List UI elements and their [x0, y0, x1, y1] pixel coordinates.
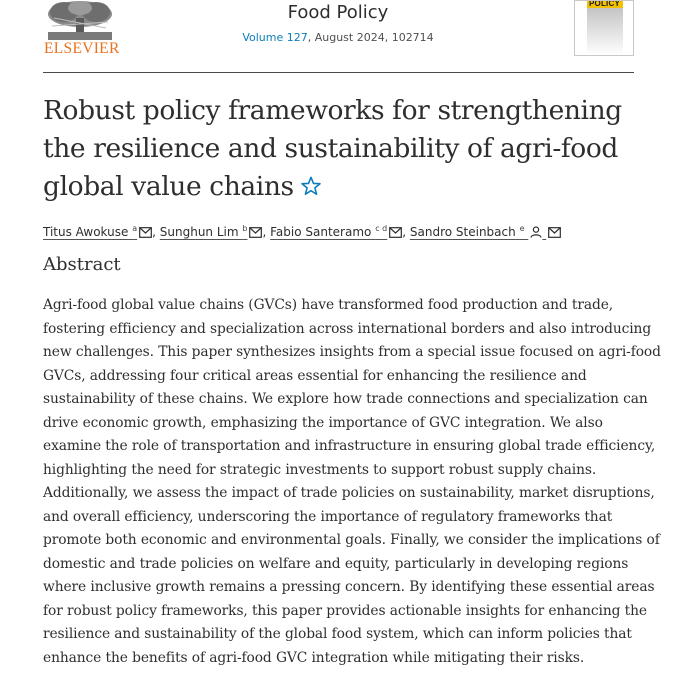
abstract-line: sustainability of these chains. We explore how trade connections and specialization can: [43, 391, 648, 407]
abstract-line: new challenges. This paper synthesizes insights from a special issue focused on agri-food: [43, 344, 661, 360]
author-separator: ,: [262, 225, 267, 239]
elsevier-tree-icon: [42, 0, 118, 42]
email-icon[interactable]: [139, 227, 152, 238]
email-icon[interactable]: [249, 227, 262, 238]
journal-title[interactable]: Food Policy: [287, 2, 389, 23]
author-link[interactable]: [270, 225, 402, 239]
affiliation-marker: c d: [375, 224, 388, 233]
article-title: [43, 92, 643, 206]
abstract-line: enhance the benefits of agri-food GVC integration while mitigating their risks.: [43, 649, 585, 666]
abstract-line: Agri-food global value chains (GVCs) have transformed food production and trade,: [43, 297, 614, 313]
volume-link[interactable]: Volume 127: [242, 31, 308, 44]
author-link[interactable]: [43, 225, 152, 239]
affiliation-marker: e: [519, 224, 525, 233]
author-list: [43, 224, 643, 239]
publisher-wordmark: ELSEVIER: [44, 40, 120, 57]
journal-issue-info: [170, 31, 506, 44]
email-icon[interactable]: [548, 227, 561, 238]
affiliation-marker: b: [242, 224, 248, 233]
author-link[interactable]: [160, 225, 263, 239]
author-separator: ,: [402, 225, 407, 239]
abstract-line: promote both economic and environmental goals. Finally, we consider the implications of: [43, 532, 660, 548]
abstract-line: GVCs, addressing four critical areas essential for enhancing the resilience and: [43, 367, 587, 384]
cover-image: [587, 8, 623, 55]
cover-title: POLICY: [589, 0, 620, 8]
email-icon[interactable]: [389, 227, 402, 238]
author-name: Sunghun Lim: [159, 225, 239, 239]
affiliation-marker: a: [132, 224, 138, 233]
author-name: Fabio Santeramo: [270, 225, 372, 239]
abstract-line: for robust policy frameworks, this paper provides actionable insights for enhancing the: [43, 602, 647, 619]
abstract-body: [43, 294, 661, 670]
abstract-line: where inclusive growth remains a pressing concern. By identifying these essential areas: [43, 579, 655, 595]
journal-cover-thumbnail[interactable]: [574, 0, 634, 56]
abstract-line: resilience and sustainability of the global food system, which can inform policies that: [43, 626, 632, 642]
abstract-line: fostering efficiency and specialization across international borders and also introducing: [43, 320, 652, 337]
journal-header: [170, 2, 506, 44]
abstract-line: domestic and trade policies on welfare and equity, particularly in developing regions: [43, 555, 629, 572]
header-divider: [43, 72, 634, 73]
elsevier-logo[interactable]: [42, 0, 118, 58]
author-separator: ,: [152, 225, 156, 239]
abstract-line: Additionally, we assess the impact of trade policies on sustainability, market disruptions,: [43, 485, 655, 501]
author-link[interactable]: [410, 225, 561, 239]
abstract-line: drive economic growth, emphasizing the importance of GVC integration. We also: [43, 414, 603, 431]
abstract-line: and overall efficiency, underscoring the importance of regulatory frameworks that: [43, 508, 613, 525]
title-line: the resilience and sustainability of agri-food: [43, 133, 618, 164]
title-line: global value chains: [43, 171, 294, 202]
abstract-line: examine the role of transportation and infrastructure in ensuring global trade efficiency,: [43, 438, 656, 454]
abstract-heading: Abstract: [43, 254, 121, 275]
star-icon[interactable]: [300, 175, 322, 197]
author-name: Titus Awokuse: [43, 225, 129, 239]
abstract-line: highlighting the need for strategic investments to support robust supply chains.: [43, 461, 597, 478]
issue-details: , August 2024, 102714: [307, 31, 434, 44]
person-icon: [530, 226, 542, 238]
author-name: Sandro Steinbach: [409, 225, 516, 239]
title-line: Robust policy frameworks for strengthening: [43, 95, 622, 126]
